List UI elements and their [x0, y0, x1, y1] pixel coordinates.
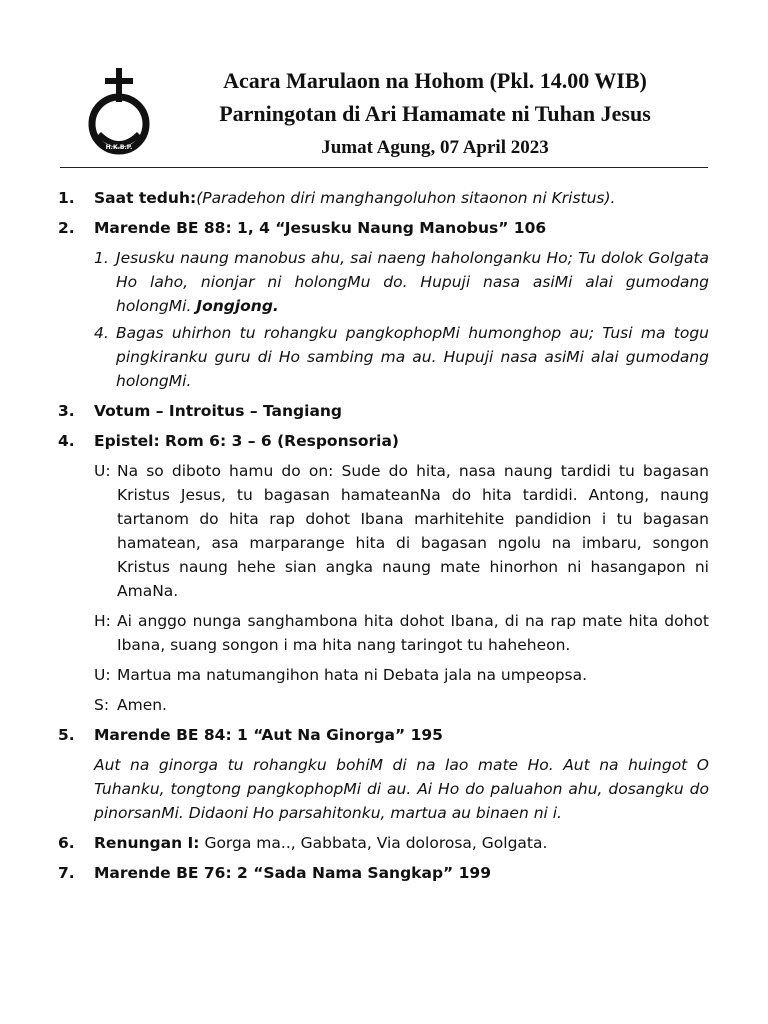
- responsoria-text: Ai anggo nunga sanghambona hita dohot Ibana, di na rap mate hita dohot Ibana, suang songon i ma hita nang taringot tu haheheon.: [117, 612, 709, 654]
- liturgy-list: [58, 186, 709, 891]
- item-number: 6.: [58, 834, 75, 852]
- verse-text: Jesusku naung manobus ahu, sai naeng haholonganku Ho; Tu dolok Golgata Ho laho, nionjar ni holongMu do. Hupuji nasa asiMi alai gumodang holongMi.: [116, 249, 709, 315]
- item-label: Marende BE 84: 1 “Aut Na Ginorga” 195: [94, 726, 443, 744]
- liturgy-item-3: [58, 399, 709, 423]
- liturgy-item-4: [58, 429, 709, 453]
- hymn-verse: [58, 246, 709, 318]
- verse-number: 1.: [94, 249, 109, 267]
- liturgy-item-6: [58, 831, 709, 855]
- item-label: Saat teduh:: [94, 189, 197, 207]
- liturgy-item-5: [58, 723, 709, 747]
- verse-emphasis: Jongjong.: [196, 297, 279, 315]
- item-text: (Paradehon diri manghangoluhon sitaonon ni Kristus).: [196, 189, 616, 207]
- item-number: 4.: [58, 432, 75, 450]
- speaker-label: H:: [94, 612, 111, 630]
- item-label: Marende BE 88: 1, 4 “Jesusku Naung Manobus” 106: [94, 219, 547, 237]
- hymn-verse: Aut na ginorga tu rohangku bohiM di na lao mate Ho. Aut na huingot O Tuhanku, tongtong pangkophopMi di au. Ai Ho do paluahon ahu, dosangku do pinorsanMi. Didaoni Ho parsahitonku, martua au binaen ni i.: [94, 756, 709, 822]
- liturgy-item-1: [58, 186, 709, 210]
- item-number: 5.: [58, 726, 75, 744]
- responsoria-line: [58, 459, 709, 603]
- speaker-label: U:: [94, 462, 111, 480]
- responsoria-text: Amen.: [117, 696, 167, 714]
- speaker-label: U:: [94, 666, 111, 684]
- item-label: Renungan I:: [94, 834, 200, 852]
- item-number: 1.: [58, 189, 75, 207]
- hkbp-cross-logo: [84, 66, 154, 160]
- responsoria-text: Na so diboto hamu do on: Sude do hita, nasa naung tardidi tu bagasan Kristus Jesus, tu bagasan hamateanNa do hita tardidi. Antong, naung tartanom do hita rap dohot Ibana marhitehite pandidion i tu bagasan hamatean, asa marparange hita di bagasan ngolu na imbaru, songon Kristus naung hehe sian angka naung mate hinorhon ni hasangapon ni AmaNa.: [117, 462, 709, 600]
- document-subtitle: Parningotan di Ari Hamamate ni Tuhan Jesus: [219, 101, 651, 126]
- speaker-label: S:: [94, 696, 110, 714]
- item-number: 2.: [58, 219, 75, 237]
- svg-text:H.K.B.P.: H.K.B.P.: [105, 144, 133, 151]
- hymn-verse: [58, 321, 709, 393]
- responsoria-line: [58, 609, 709, 657]
- item-number: 3.: [58, 402, 75, 420]
- liturgy-item-2: [58, 216, 709, 240]
- item-label: Votum – Introitus – Tangiang: [94, 402, 343, 420]
- liturgy-item-7: [58, 861, 709, 885]
- item-number: 7.: [58, 864, 75, 882]
- item-label: Marende BE 76: 2 “Sada Nama Sangkap” 199: [94, 864, 491, 882]
- document-title: Acara Marulaon na Hohom (Pkl. 14.00 WIB): [223, 68, 647, 93]
- verse-text: Bagas uhirhon tu rohangku pangkophopMi humonghop au; Tusi ma togu pingkiranku guru di Ho sambing ma au. Hupuji nasa asiMi alai gumodang holongMi.: [116, 324, 709, 390]
- responsoria-line: [58, 663, 709, 687]
- item-label: Epistel: Rom 6: 3 – 6 (Responsoria): [94, 432, 399, 450]
- header-divider: [60, 167, 708, 168]
- responsoria-line: [58, 693, 709, 717]
- verse-number: 4.: [94, 324, 109, 342]
- item-text: Gorga ma.., Gabbata, Via dolorosa, Golgata.: [199, 834, 548, 852]
- responsoria-text: Martua ma natumangihon hata ni Debata jala na umpeopsa.: [117, 666, 588, 684]
- document-date: Jumat Agung, 07 April 2023: [321, 137, 549, 158]
